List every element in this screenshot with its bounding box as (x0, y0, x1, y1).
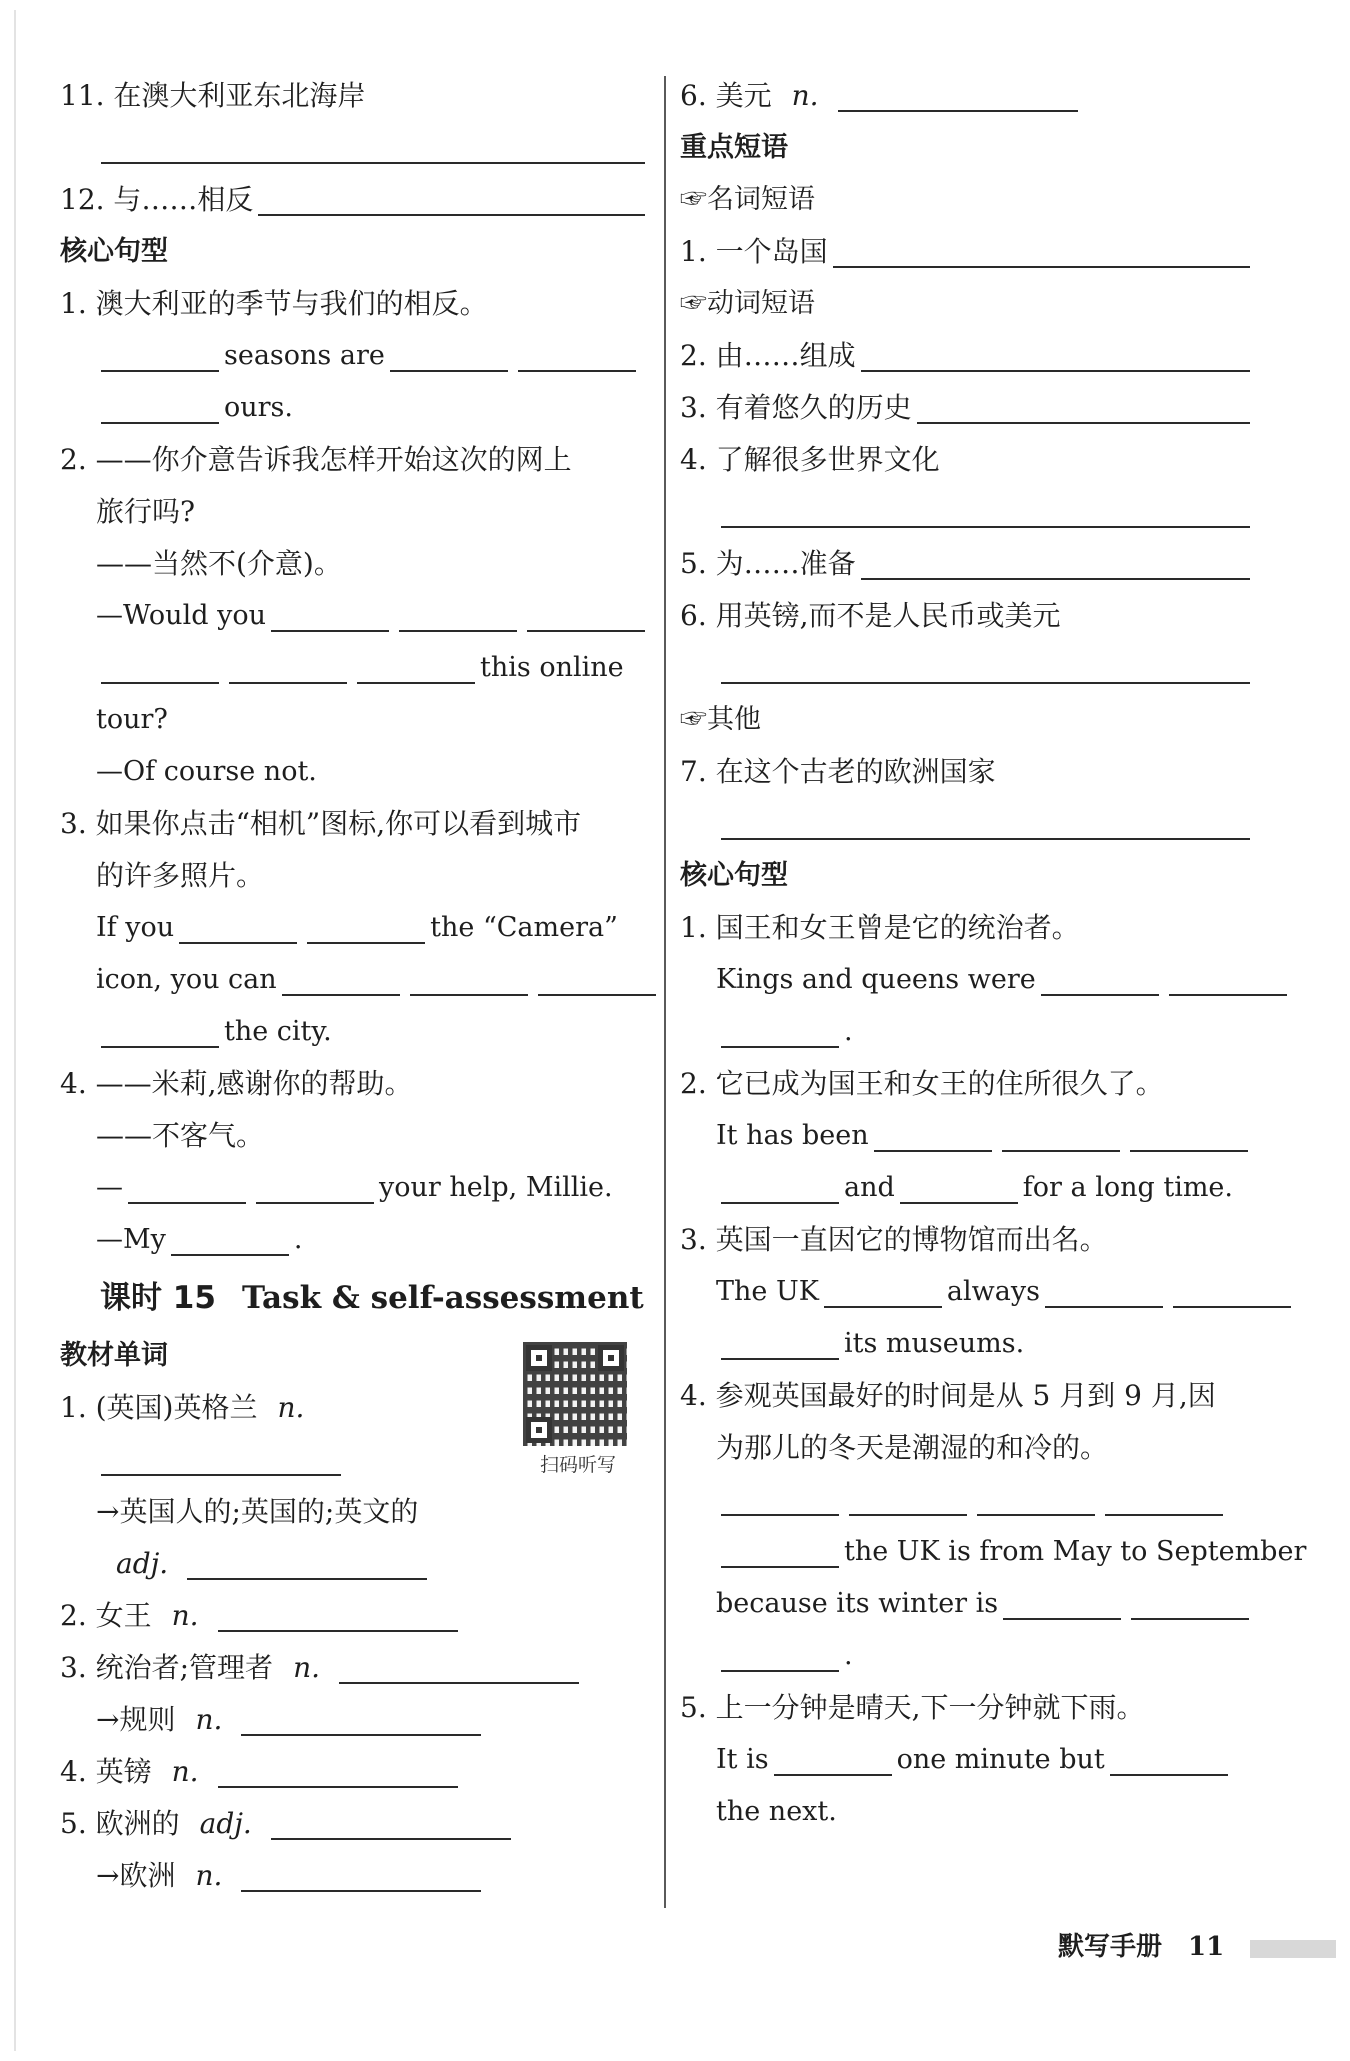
lesson-label: 课时 15 (100, 1280, 216, 1316)
text-line (60, 1486, 650, 1538)
text-line (680, 1786, 1255, 1838)
text-line (60, 798, 650, 850)
line-text: 4. 参观英国最好的时间是从 5 月到 9 月,因 (680, 1379, 1216, 1412)
answer-blank[interactable] (824, 1276, 942, 1308)
answer-blank[interactable] (1041, 964, 1159, 996)
line-text: 3. 统治者;管理者 (60, 1651, 274, 1684)
left-column (60, 70, 650, 1902)
answer-blank[interactable] (187, 1548, 427, 1580)
text-line (60, 1214, 650, 1266)
text-line (680, 746, 1255, 798)
answer-blank[interactable] (101, 392, 219, 424)
line-text: . (293, 1224, 303, 1255)
text-line (680, 1578, 1255, 1630)
text-line (680, 1422, 1255, 1474)
line-text: ☞动词短语 (680, 288, 815, 319)
part-of-speech: n. (791, 79, 819, 112)
answer-blank[interactable] (256, 1172, 374, 1204)
text-line (680, 642, 1255, 694)
text-line (60, 1746, 650, 1798)
text-line (680, 1734, 1255, 1786)
line-text: →规则 (96, 1703, 176, 1736)
left-lines-1 (60, 70, 650, 1266)
answer-blank[interactable] (838, 80, 1078, 112)
answer-blank[interactable] (900, 1172, 1018, 1204)
text-line (60, 538, 650, 590)
text-line (680, 434, 1255, 486)
answer-blank[interactable] (1045, 1276, 1163, 1308)
right-column (680, 70, 1307, 1838)
line-text: 教材单词 (60, 1340, 168, 1371)
text-line (680, 330, 1255, 382)
part-of-speech: adj. (199, 1807, 252, 1840)
text-line (680, 1630, 1255, 1682)
right-lines (680, 70, 1307, 1838)
text-line (680, 1162, 1255, 1214)
line-text: this online (480, 652, 624, 683)
line-text: It has been (716, 1120, 869, 1151)
answer-blank[interactable] (721, 1640, 839, 1672)
section-heading (680, 850, 1255, 902)
answer-blank[interactable] (101, 652, 219, 684)
line-text: →欧洲 (96, 1859, 176, 1892)
part-of-speech: n. (293, 1651, 320, 1684)
line-text: 4. 了解很多世界文化 (680, 443, 940, 476)
line-text: its museums. (844, 1328, 1025, 1359)
part-of-speech: n. (171, 1599, 199, 1632)
text-line (60, 382, 650, 434)
text-line (60, 694, 650, 746)
line-text: 4. ——米莉,感谢你的帮助。 (60, 1067, 413, 1100)
part-of-speech: n. (195, 1703, 223, 1736)
answer-blank[interactable] (861, 548, 1250, 580)
answer-blank[interactable] (101, 340, 219, 372)
line-text: the city. (224, 1016, 332, 1047)
line-text: 核心句型 (60, 236, 168, 267)
line-text: 5. 欧洲的 (60, 1807, 180, 1840)
line-text: . (844, 1016, 853, 1047)
answer-blank[interactable] (101, 1016, 219, 1048)
page-footer (1058, 1926, 1224, 1963)
answer-blank[interactable] (721, 1328, 839, 1360)
part-of-speech: n. (171, 1755, 199, 1788)
line-text: 核心句型 (680, 860, 788, 891)
text-line (60, 1162, 650, 1214)
answer-blank[interactable] (390, 340, 508, 372)
answer-blank[interactable] (229, 652, 347, 684)
line-text: —Of course not. (96, 756, 317, 787)
part-of-speech: n. (195, 1859, 223, 1892)
answer-blank[interactable] (1131, 1588, 1249, 1620)
answer-blank[interactable] (1169, 964, 1287, 996)
answer-blank[interactable] (307, 912, 425, 944)
answer-blank[interactable] (538, 964, 656, 996)
answer-blank[interactable] (241, 1860, 481, 1892)
text-line (60, 486, 650, 538)
line-text: If you (96, 912, 175, 943)
text-line (680, 1526, 1307, 1578)
answer-blank[interactable] (721, 1016, 839, 1048)
line-text: icon, you can (96, 964, 277, 995)
text-line (60, 1110, 650, 1162)
line-text: seasons are (224, 340, 385, 371)
answer-blank[interactable] (721, 1484, 839, 1516)
text-line (60, 1590, 650, 1642)
text-line (60, 954, 650, 1006)
text-line (680, 590, 1255, 642)
text-line (680, 1370, 1255, 1422)
answer-blank[interactable] (917, 392, 1250, 424)
qr-label: 扫码听写 (539, 1454, 616, 1476)
answer-blank[interactable] (218, 1600, 458, 1632)
sub-heading (680, 278, 1255, 330)
line-text: for a long time. (1022, 1172, 1233, 1203)
line-text: 6. 美元 (680, 79, 772, 112)
text-line (60, 1642, 650, 1694)
text-line (60, 330, 650, 382)
line-text: →英国人的;英国的;英文的 (96, 1495, 419, 1528)
line-text: because its winter is (716, 1588, 999, 1619)
answer-blank[interactable] (721, 1536, 839, 1568)
line-text: Kings and queens were (716, 964, 1036, 995)
text-line (60, 70, 650, 122)
text-line (60, 902, 650, 954)
footer-bar (1250, 1940, 1336, 1958)
text-line (680, 1058, 1255, 1110)
text-line (60, 174, 650, 226)
text-line (60, 434, 650, 486)
line-text: your help, Millie. (379, 1172, 613, 1203)
answer-blank[interactable] (861, 340, 1250, 372)
answer-blank[interactable] (101, 132, 645, 164)
answer-blank[interactable] (282, 964, 400, 996)
line-text: It is (716, 1744, 769, 1775)
text-line (60, 1538, 650, 1590)
line-text: one minute but (896, 1744, 1105, 1775)
text-line (680, 1214, 1255, 1266)
text-line (680, 1006, 1255, 1058)
text-line (680, 902, 1255, 954)
text-line (680, 798, 1255, 850)
text-line (680, 538, 1255, 590)
section-heading (60, 226, 650, 278)
answer-blank[interactable] (218, 1756, 458, 1788)
text-line (680, 226, 1255, 278)
line-text: — (96, 1172, 123, 1203)
text-line (680, 1682, 1255, 1734)
answer-blank[interactable] (849, 1484, 967, 1516)
answer-blank[interactable] (527, 600, 645, 632)
line-text: 旅行吗? (96, 495, 196, 528)
answer-blank[interactable] (339, 1652, 579, 1684)
line-text: 6. 用英镑,而不是人民币或美元 (680, 599, 1061, 632)
line-text: tour? (96, 704, 168, 735)
line-text: ours. (224, 392, 293, 423)
answer-blank[interactable] (1105, 1484, 1223, 1516)
answer-blank[interactable] (258, 184, 645, 216)
text-line (60, 746, 650, 798)
line-text: 1. 澳大利亚的季节与我们的相反。 (60, 287, 488, 320)
answer-blank[interactable] (518, 340, 636, 372)
line-text: the next. (716, 1796, 837, 1827)
answer-blank[interactable] (1173, 1276, 1291, 1308)
text-line (680, 1474, 1255, 1526)
line-text: 的许多照片。 (96, 859, 265, 892)
answer-blank[interactable] (179, 912, 297, 944)
answer-blank[interactable] (271, 1808, 511, 1840)
text-line (60, 850, 650, 902)
text-line (680, 382, 1255, 434)
answer-blank[interactable] (399, 600, 517, 632)
lesson-name: Task & self-assessment (241, 1280, 644, 1316)
line-text: —My (96, 1224, 166, 1255)
text-line (60, 1058, 650, 1110)
answer-blank[interactable] (721, 496, 1250, 528)
text-line (60, 122, 650, 174)
column-divider (664, 76, 666, 1908)
text-line (680, 954, 1255, 1006)
line-text: 重点短语 (680, 132, 788, 163)
qr-code-icon[interactable] (523, 1342, 627, 1446)
line-text: the UK is from May to September (844, 1536, 1307, 1567)
sub-heading (680, 694, 1255, 746)
answer-blank[interactable] (101, 1444, 341, 1476)
line-text: 3. 英国一直因它的博物馆而出名。 (680, 1223, 1108, 1256)
line-text: 2. 女王 (60, 1599, 152, 1632)
line-text: —Would you (96, 600, 266, 631)
text-line (60, 1850, 650, 1902)
line-text: 5. 为……准备 (680, 547, 856, 580)
line-text: 5. 上一分钟是晴天,下一分钟就下雨。 (680, 1691, 1145, 1724)
answer-blank[interactable] (1002, 1120, 1120, 1152)
text-line (680, 486, 1255, 538)
answer-blank[interactable] (271, 600, 389, 632)
text-line (60, 1694, 650, 1746)
line-text: 3. 有着悠久的历史 (680, 391, 912, 424)
answer-blank[interactable] (1130, 1120, 1248, 1152)
line-text: and (844, 1172, 895, 1203)
line-text: 11. 在澳大利亚东北海岸 (60, 79, 366, 112)
text-line (680, 1266, 1255, 1318)
line-text: the “Camera” (430, 912, 618, 943)
text-line (60, 278, 650, 330)
line-text: . (844, 1640, 853, 1671)
line-text: 12. 与……相反 (60, 183, 254, 216)
answer-blank[interactable] (721, 652, 1250, 684)
answer-blank[interactable] (128, 1172, 246, 1204)
text-line (60, 1006, 650, 1058)
answer-blank[interactable] (874, 1120, 992, 1152)
text-line (680, 70, 1255, 122)
footer-title: 默写手册 (1058, 1932, 1163, 1962)
text-line (60, 1798, 650, 1850)
answer-blank[interactable] (721, 1172, 839, 1204)
line-text: 1. 一个岛国 (680, 235, 828, 268)
line-text: 2. 它已成为国王和女王的住所很久了。 (680, 1067, 1164, 1100)
answer-blank[interactable] (721, 808, 1250, 840)
answer-blank[interactable] (410, 964, 528, 996)
answer-blank[interactable] (1110, 1744, 1228, 1776)
text-line (680, 1110, 1255, 1162)
answer-blank[interactable] (357, 652, 475, 684)
line-text: 2. ——你介意告诉我怎样开始这次的网上 (60, 443, 572, 476)
line-text: 1. 国王和女王曾是它的统治者。 (680, 911, 1080, 944)
line-text: 1. (英国)英格兰 (60, 1391, 258, 1424)
line-text: ☞名词短语 (680, 184, 815, 215)
answer-blank[interactable] (241, 1704, 481, 1736)
text-line (60, 590, 650, 642)
part-of-speech: adj. (116, 1547, 169, 1580)
lesson-title (60, 1266, 650, 1330)
answer-blank[interactable] (171, 1224, 289, 1256)
section-heading (680, 122, 1255, 174)
line-text: 2. 由……组成 (680, 339, 856, 372)
sub-heading (680, 174, 1255, 226)
line-text: 为那儿的冬天是潮湿的和冷的。 (716, 1431, 1109, 1464)
text-line (680, 1318, 1255, 1370)
line-text: 7. 在这个古老的欧洲国家 (680, 755, 996, 788)
line-text: The UK (716, 1276, 819, 1307)
line-text: 4. 英镑 (60, 1755, 152, 1788)
line-text: ☞其他 (680, 704, 761, 735)
line-text: ——当然不(介意)。 (96, 547, 342, 580)
answer-blank[interactable] (774, 1744, 892, 1776)
line-text: ——不客气。 (96, 1119, 265, 1152)
answer-blank[interactable] (977, 1484, 1095, 1516)
page-number: 11 (1188, 1932, 1225, 1962)
part-of-speech: n. (277, 1391, 305, 1424)
text-line (60, 642, 650, 694)
line-text: always (946, 1276, 1040, 1307)
line-text: 3. 如果你点击“相机”图标,你可以看到城市 (60, 807, 582, 840)
answer-blank[interactable] (1003, 1588, 1121, 1620)
answer-blank[interactable] (833, 236, 1250, 268)
